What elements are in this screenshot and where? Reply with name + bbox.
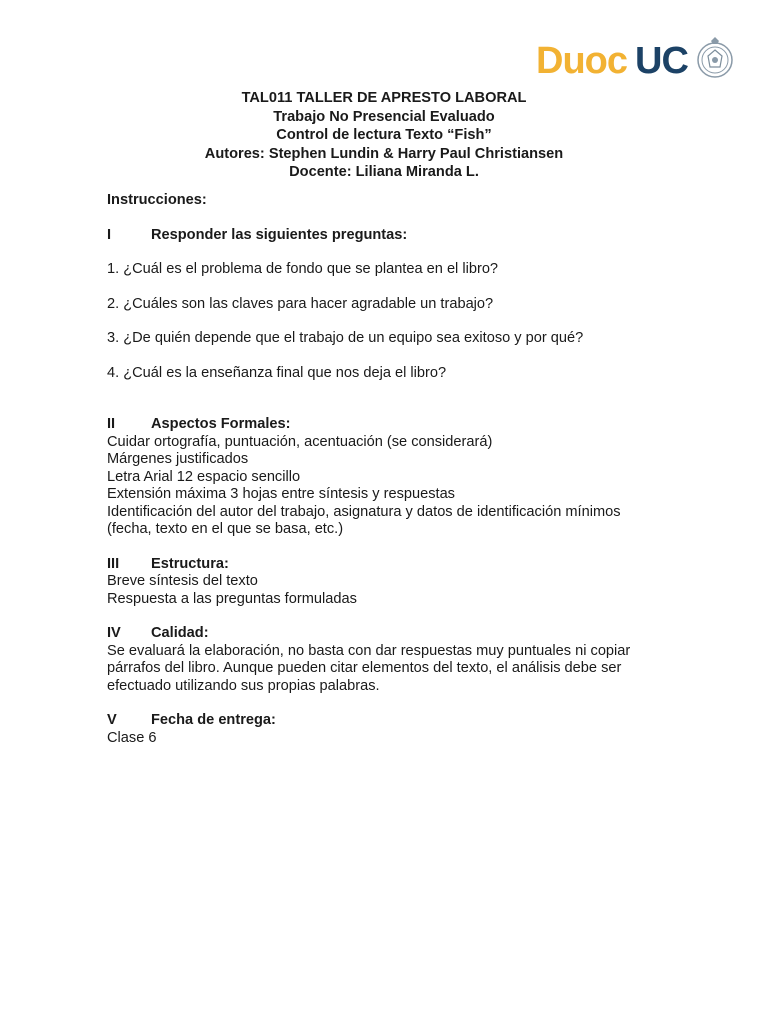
due-date: Clase 6 <box>107 729 157 746</box>
section-3-heading <box>107 556 707 574</box>
assignment-type: Trabajo No Presencial Evaluado <box>273 108 495 125</box>
section-title: Responder las siguientes preguntas: <box>151 226 408 243</box>
question-4: 4. ¿Cuál es la enseñanza final que nos deja el libro? <box>107 364 447 381</box>
section-4-heading <box>107 625 707 643</box>
section-number: I <box>107 226 112 243</box>
paragraph-line: párrafos del libro. Aunque pueden citar elementos del texto, el análisis debe ser <box>107 660 622 676</box>
question-1: 1. ¿Cuál es el problema de fondo que se plantea en el libro? <box>107 261 499 277</box>
section-title: Estructura: <box>151 555 229 572</box>
section-2-heading <box>107 416 707 434</box>
teacher-name: Docente: Liliana Miranda L. <box>289 164 479 180</box>
list-item: Identificación del autor del trabajo, asignatura y datos de identificación mínimos <box>107 503 621 520</box>
section-number: V <box>107 712 117 728</box>
section-title: Fecha de entrega: <box>151 712 276 728</box>
logo-uc-text: UC <box>635 40 688 82</box>
list-item: Letra Arial 12 espacio sencillo <box>107 468 301 485</box>
book-authors: Autores: Stephen Lundin & Harry Paul Christiansen <box>204 145 564 162</box>
list-item: Respuesta a las preguntas formuladas <box>107 590 357 607</box>
document-header <box>0 89 768 182</box>
section-number: III <box>107 555 120 572</box>
list-item: Extensión máxima 3 hojas entre síntesis y respuestas <box>107 486 455 502</box>
instructions-heading: Instrucciones: <box>107 192 207 208</box>
list-item: Márgenes justificados <box>107 451 249 467</box>
section-number: II <box>107 416 116 432</box>
university-seal-icon <box>696 36 734 82</box>
section-5-heading <box>107 712 707 730</box>
question-3: 3. ¿De quién depende que el trabajo de un equipo sea exitoso y por qué? <box>107 330 584 346</box>
section-title: Calidad: <box>151 625 209 641</box>
assignment-title: Control de lectura Texto “Fish” <box>276 127 492 143</box>
duoc-uc-logo <box>536 36 736 86</box>
logo-duoc-text: Duoc <box>536 40 627 82</box>
question-2: 2. ¿Cuáles son las claves para hacer agradable un trabajo? <box>107 295 494 312</box>
section-title: Aspectos Formales: <box>151 416 291 432</box>
section-1-heading <box>107 227 707 245</box>
course-title: TAL011 TALLER DE APRESTO LABORAL <box>241 90 527 106</box>
section-number: IV <box>107 625 121 641</box>
list-item: Breve síntesis del texto <box>107 573 258 589</box>
paragraph-line: efectuado utilizando sus propias palabras. <box>107 677 380 694</box>
list-item: (fecha, texto en el que se basa, etc.) <box>107 521 344 537</box>
document-body <box>107 192 707 747</box>
paragraph-line: Se evaluará la elaboración, no basta con dar respuestas muy puntuales ni copiar <box>107 642 631 659</box>
logo-wordmark <box>536 38 688 84</box>
list-item: Cuidar ortografía, puntuación, acentuación (se considerará) <box>107 433 493 450</box>
